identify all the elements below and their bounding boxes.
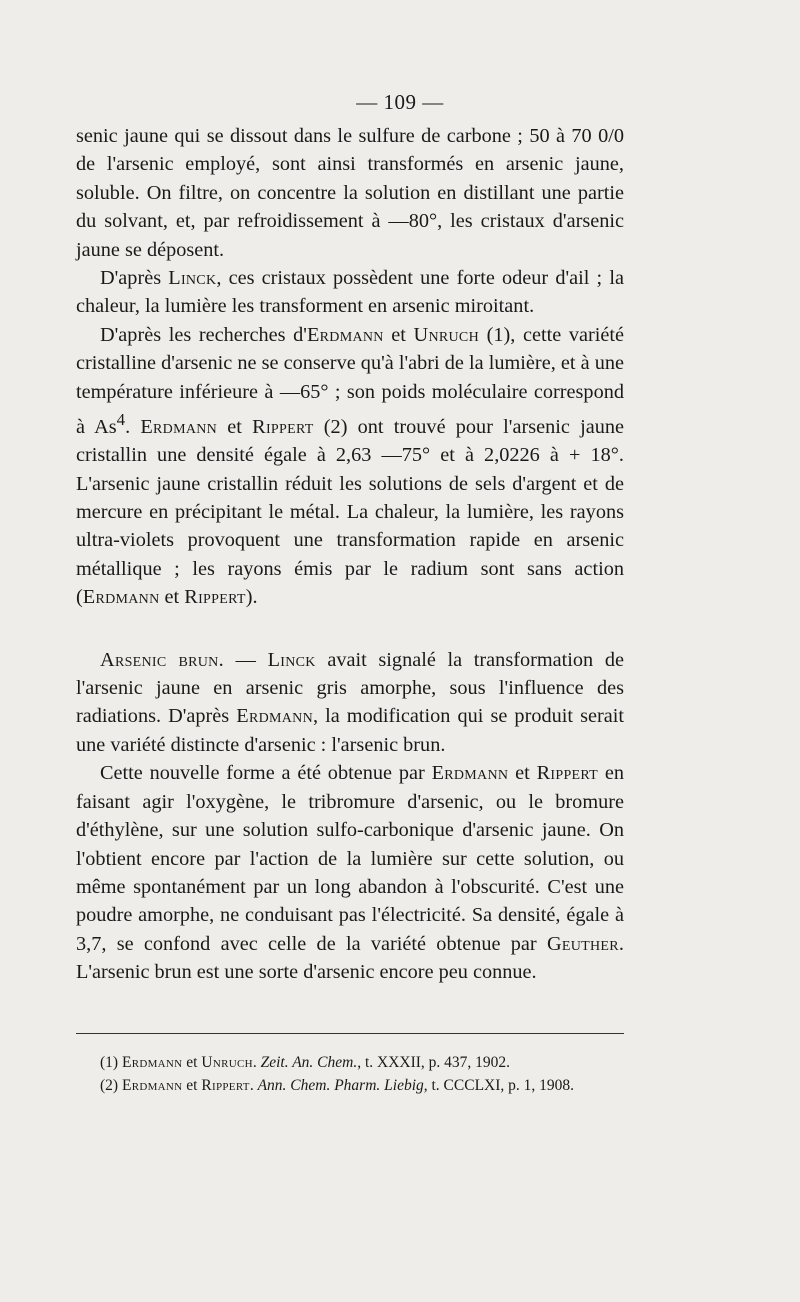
paragraph-3: D'après les recherches d'Erdmann et Unruch (1), cette variété cristalline d'arsenic ne se conserve qu'à l'abri de la lumière, et à une température inférieure à —65° ; son poids moléculaire correspond à As$^4$. Erdmann et Rippert (2) ont trouvé pour l'arsenic jaune cristallin une densité égale à 2,63 —75° et à 2,0226 à + 18°. L'arsenic jaune cristallin réduit les solutions de sels d'argent et de mercure en précipitant le métal. La chaleur, la lumière, les rayons ultra-violets provoquent une transformation rapide en arsenic métallique ; les rayons émis par le radium sont sans action (Erdmann et Rippert). [76,323,624,609]
page-number: — 109 — [356,90,444,114]
footnotes [76,1052,626,1097]
paragraph-2: D'après Linck, ces cristaux possèdent une forte odeur d'ail ; la chaleur, la lumière les transforment en arsenic miroitant. [76,267,624,318]
author-name: Rippert [536,762,599,785]
superscript: 4 [116,410,126,430]
author-name: Erdmann [431,762,509,785]
author-name: Linck [168,267,217,290]
author-name: Erdmann [140,415,218,438]
author-name: Erdmann [236,705,313,728]
journal-title: Ann. Chem. Pharm. Liebig [257,1076,424,1094]
paragraph-1: senic jaune qui se dissout dans le sulfure de carbone ; 50 à 70 0/0 de l'arsenic employé, sont ainsi transformés en arsenic jaune, soluble. On filtre, on concentre la solution en distillant une partie du solvant, et, par refroidissement à —80°, les cristaux d'arsenic jaune se déposent. [76,125,624,261]
author-name: Linck [267,648,316,671]
body-text [76,122,624,987]
author-name: Unruch [413,323,479,346]
author-name: Unruch [201,1054,253,1071]
footnote-1: (1) Erdmann et Unruch. Zeit. An. Chem., t. XXXII, p. 437, 1902. [100,1054,511,1071]
author-name: Rippert [184,586,246,609]
author-name: Erdmann [306,323,384,346]
footnote-2: (2) Erdmann et Rippert. Ann. Chem. Pharm. Liebig, t. CCCLXI, p. 1, 1908. [100,1076,575,1094]
author-name: Erdmann [121,1076,183,1094]
author-name: Erdmann [121,1054,183,1071]
section-heading: Arsenic brun. [100,648,224,671]
journal-title: Zeit. An. Chem. [260,1054,358,1071]
author-name: Rippert [252,415,314,438]
footnote-divider [76,1033,624,1034]
paragraph-5: Cette nouvelle forme a été obtenue par Erdmann et Rippert en faisant agir l'oxygène, le tribromure d'arsenic, ou le bromure d'éthylène, sur une solution sulfo-carbonique d'arsenic jaune. On l'obtient encore par l'action de la lumière sur cette solution, ou même spontanément par un long abandon à l'obscurité. C'est une poudre amorphe, ne conduisant pas l'électricité. Sa densité, égale à 3,7, se confond avec celle de la variété obtenue par Geuther. L'arsenic brun est une sorte d'arsenic encore peu connue. [76,762,624,984]
author-name: Erdmann [82,586,160,609]
author-name: Rippert [201,1076,250,1094]
author-name: Geuther [546,932,619,955]
paragraph-4: Arsenic brun. — Linck avait signalé la transformation de l'arsenic jaune en arsenic gris amorphe, sous l'influence des radiations. D'après Erdmann, la modification qui se produit serait une variété distincte d'arsenic : l'arsenic brun. [76,648,624,756]
